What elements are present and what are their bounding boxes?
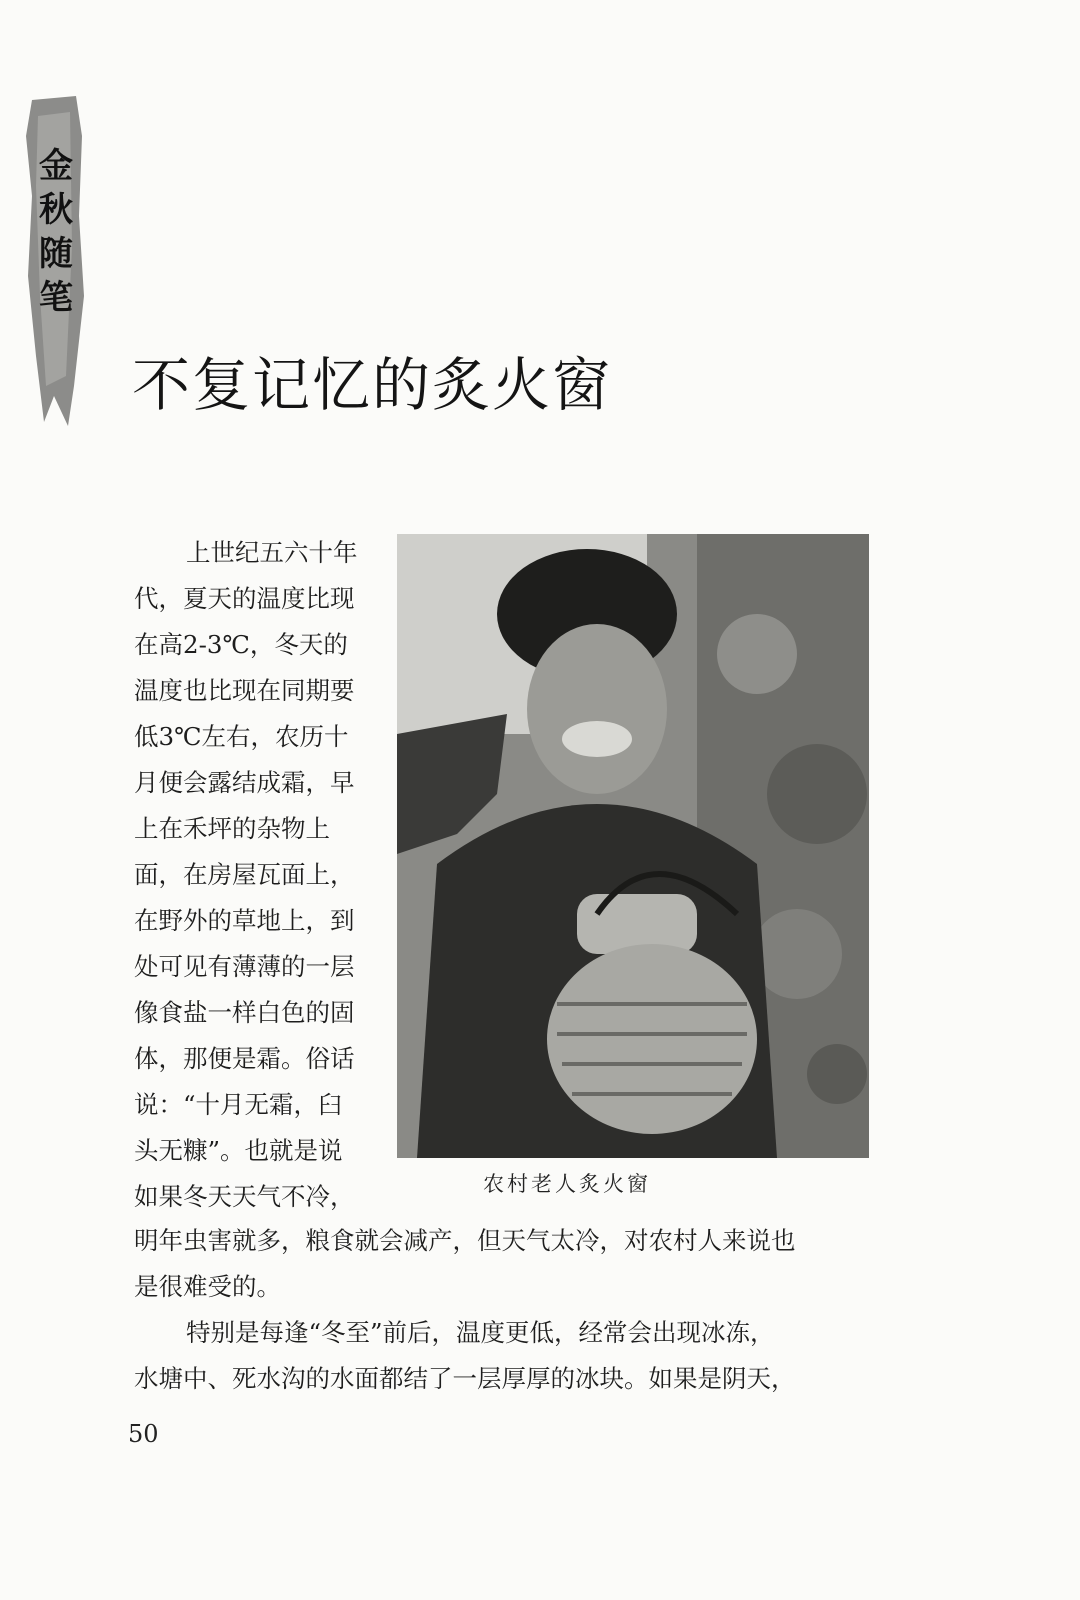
text-line: 处可见有薄薄的一层 [134, 952, 355, 981]
text-line: 月便会露结成霜，早 [134, 768, 355, 797]
text-line: 在高2-3℃，冬天的 [134, 630, 348, 659]
page-number: 50 [128, 1420, 159, 1448]
text-line: 头无糠”。也就是说 [134, 1136, 343, 1165]
banner-char: 秋 [39, 190, 73, 230]
text-line: 代，夏天的温度比现 [134, 584, 355, 613]
banner-char: 金 [39, 146, 73, 186]
banner-char: 随 [39, 234, 73, 274]
body-text-full [134, 1218, 874, 1402]
text-line: 明年虫害就多，粮食就会减产，但天气太冷，对农村人来说也 [134, 1226, 796, 1255]
text-line: 低3℃左右，农历十 [134, 722, 349, 751]
photo-illustration [397, 534, 869, 1158]
text-line: 像食盐一样白色的固 [134, 998, 355, 1027]
text-line: 说：“十月无霜，臼 [134, 1090, 343, 1119]
text-line: 是很难受的。 [134, 1272, 281, 1301]
text-line: 水塘中、死水沟的水面都结了一层厚厚的冰块。如果是阴天， [134, 1364, 796, 1393]
photo-elderly-villager [397, 534, 869, 1158]
series-title [38, 144, 74, 320]
text-line: 体，那便是霜。俗话 [134, 1044, 355, 1073]
photo-caption: 农村老人炙火窗 [483, 1172, 651, 1196]
text-line: 上在禾坪的杂物上 [134, 814, 330, 843]
text-line: 面，在房屋瓦面上， [134, 860, 355, 889]
banner-char: 笔 [39, 278, 73, 318]
section-banner [24, 96, 84, 426]
text-line: 温度也比现在同期要 [134, 676, 355, 705]
article-title: 不复记忆的炙火窗 [132, 351, 613, 419]
text-line: 上世纪五六十年 [186, 538, 358, 567]
text-line: 特别是每逢“冬至”前后，温度更低，经常会出现冰冻， [186, 1318, 775, 1347]
body-text-column [134, 530, 396, 1220]
text-line: 如果冬天天气不冷， [134, 1182, 355, 1211]
text-line: 在野外的草地上，到 [134, 906, 355, 935]
